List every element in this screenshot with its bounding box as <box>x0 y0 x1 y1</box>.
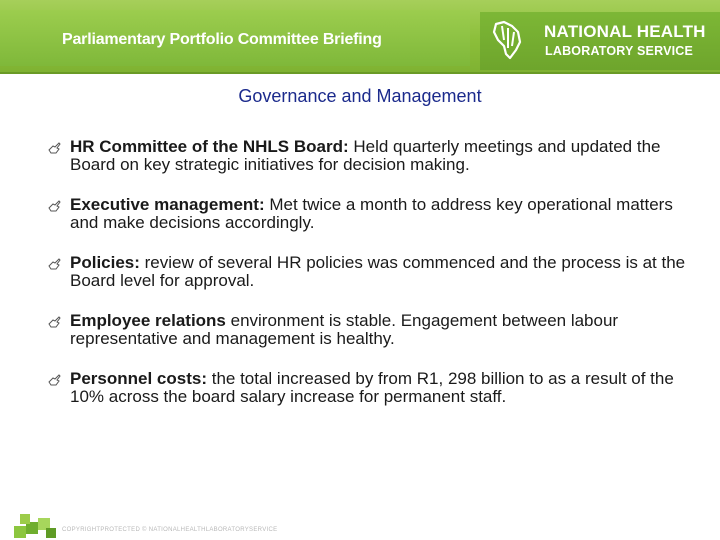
logo-text-laboratory-service: LABORATORY SERVICE <box>545 44 694 58</box>
bullet-label: Executive management: <box>70 195 265 214</box>
hand-pointer-icon <box>48 141 62 155</box>
hand-pointer-icon <box>48 199 62 213</box>
hand-pointer-icon <box>48 315 62 329</box>
green-cubes-decoration-icon <box>8 512 60 540</box>
bullet-label: Personnel costs: <box>70 369 207 388</box>
bullet-item <box>48 254 688 290</box>
bullet-text: the total increased by from R1, 298 billion to as a result of the 10% across the board salary increase for permanent staff. <box>70 369 674 406</box>
hand-pointer-icon <box>48 257 62 271</box>
hand-pointer-icon <box>48 373 62 387</box>
copyright-text: COPYRIGHTPROTECTED © NATIONALHEALTHLABORATORYSERVICE <box>62 527 278 533</box>
bullet-item <box>48 312 688 348</box>
bullet-label: HR Committee of the NHLS Board: <box>70 137 349 156</box>
bullet-label: Policies: <box>70 253 140 272</box>
bullet-label: Employee relations <box>70 311 226 330</box>
bullet-text: Met twice a month to address key operational matters and make decisions accordingly. <box>70 195 673 232</box>
bullet-text: environment is stable. Engagement between labour representative and management is healthy. <box>70 311 619 348</box>
bullet-text: review of several HR policies was commenced and the process is at the Board level for approval. <box>70 253 686 290</box>
bullet-text: Held quarterly meetings and updated the Board on key strategic initiatives for decision making. <box>70 137 661 174</box>
bullet-item <box>48 138 688 174</box>
presentation-title: Parliamentary Portfolio Committee Briefing <box>62 31 382 48</box>
nhls-logo-icon <box>490 18 526 62</box>
logo-text-national-health: NATIONAL HEALTH <box>544 22 706 41</box>
bullet-list <box>48 138 688 428</box>
slide-title: Governance and Management <box>238 86 482 106</box>
bullet-item <box>48 370 688 406</box>
bullet-item <box>48 196 688 232</box>
